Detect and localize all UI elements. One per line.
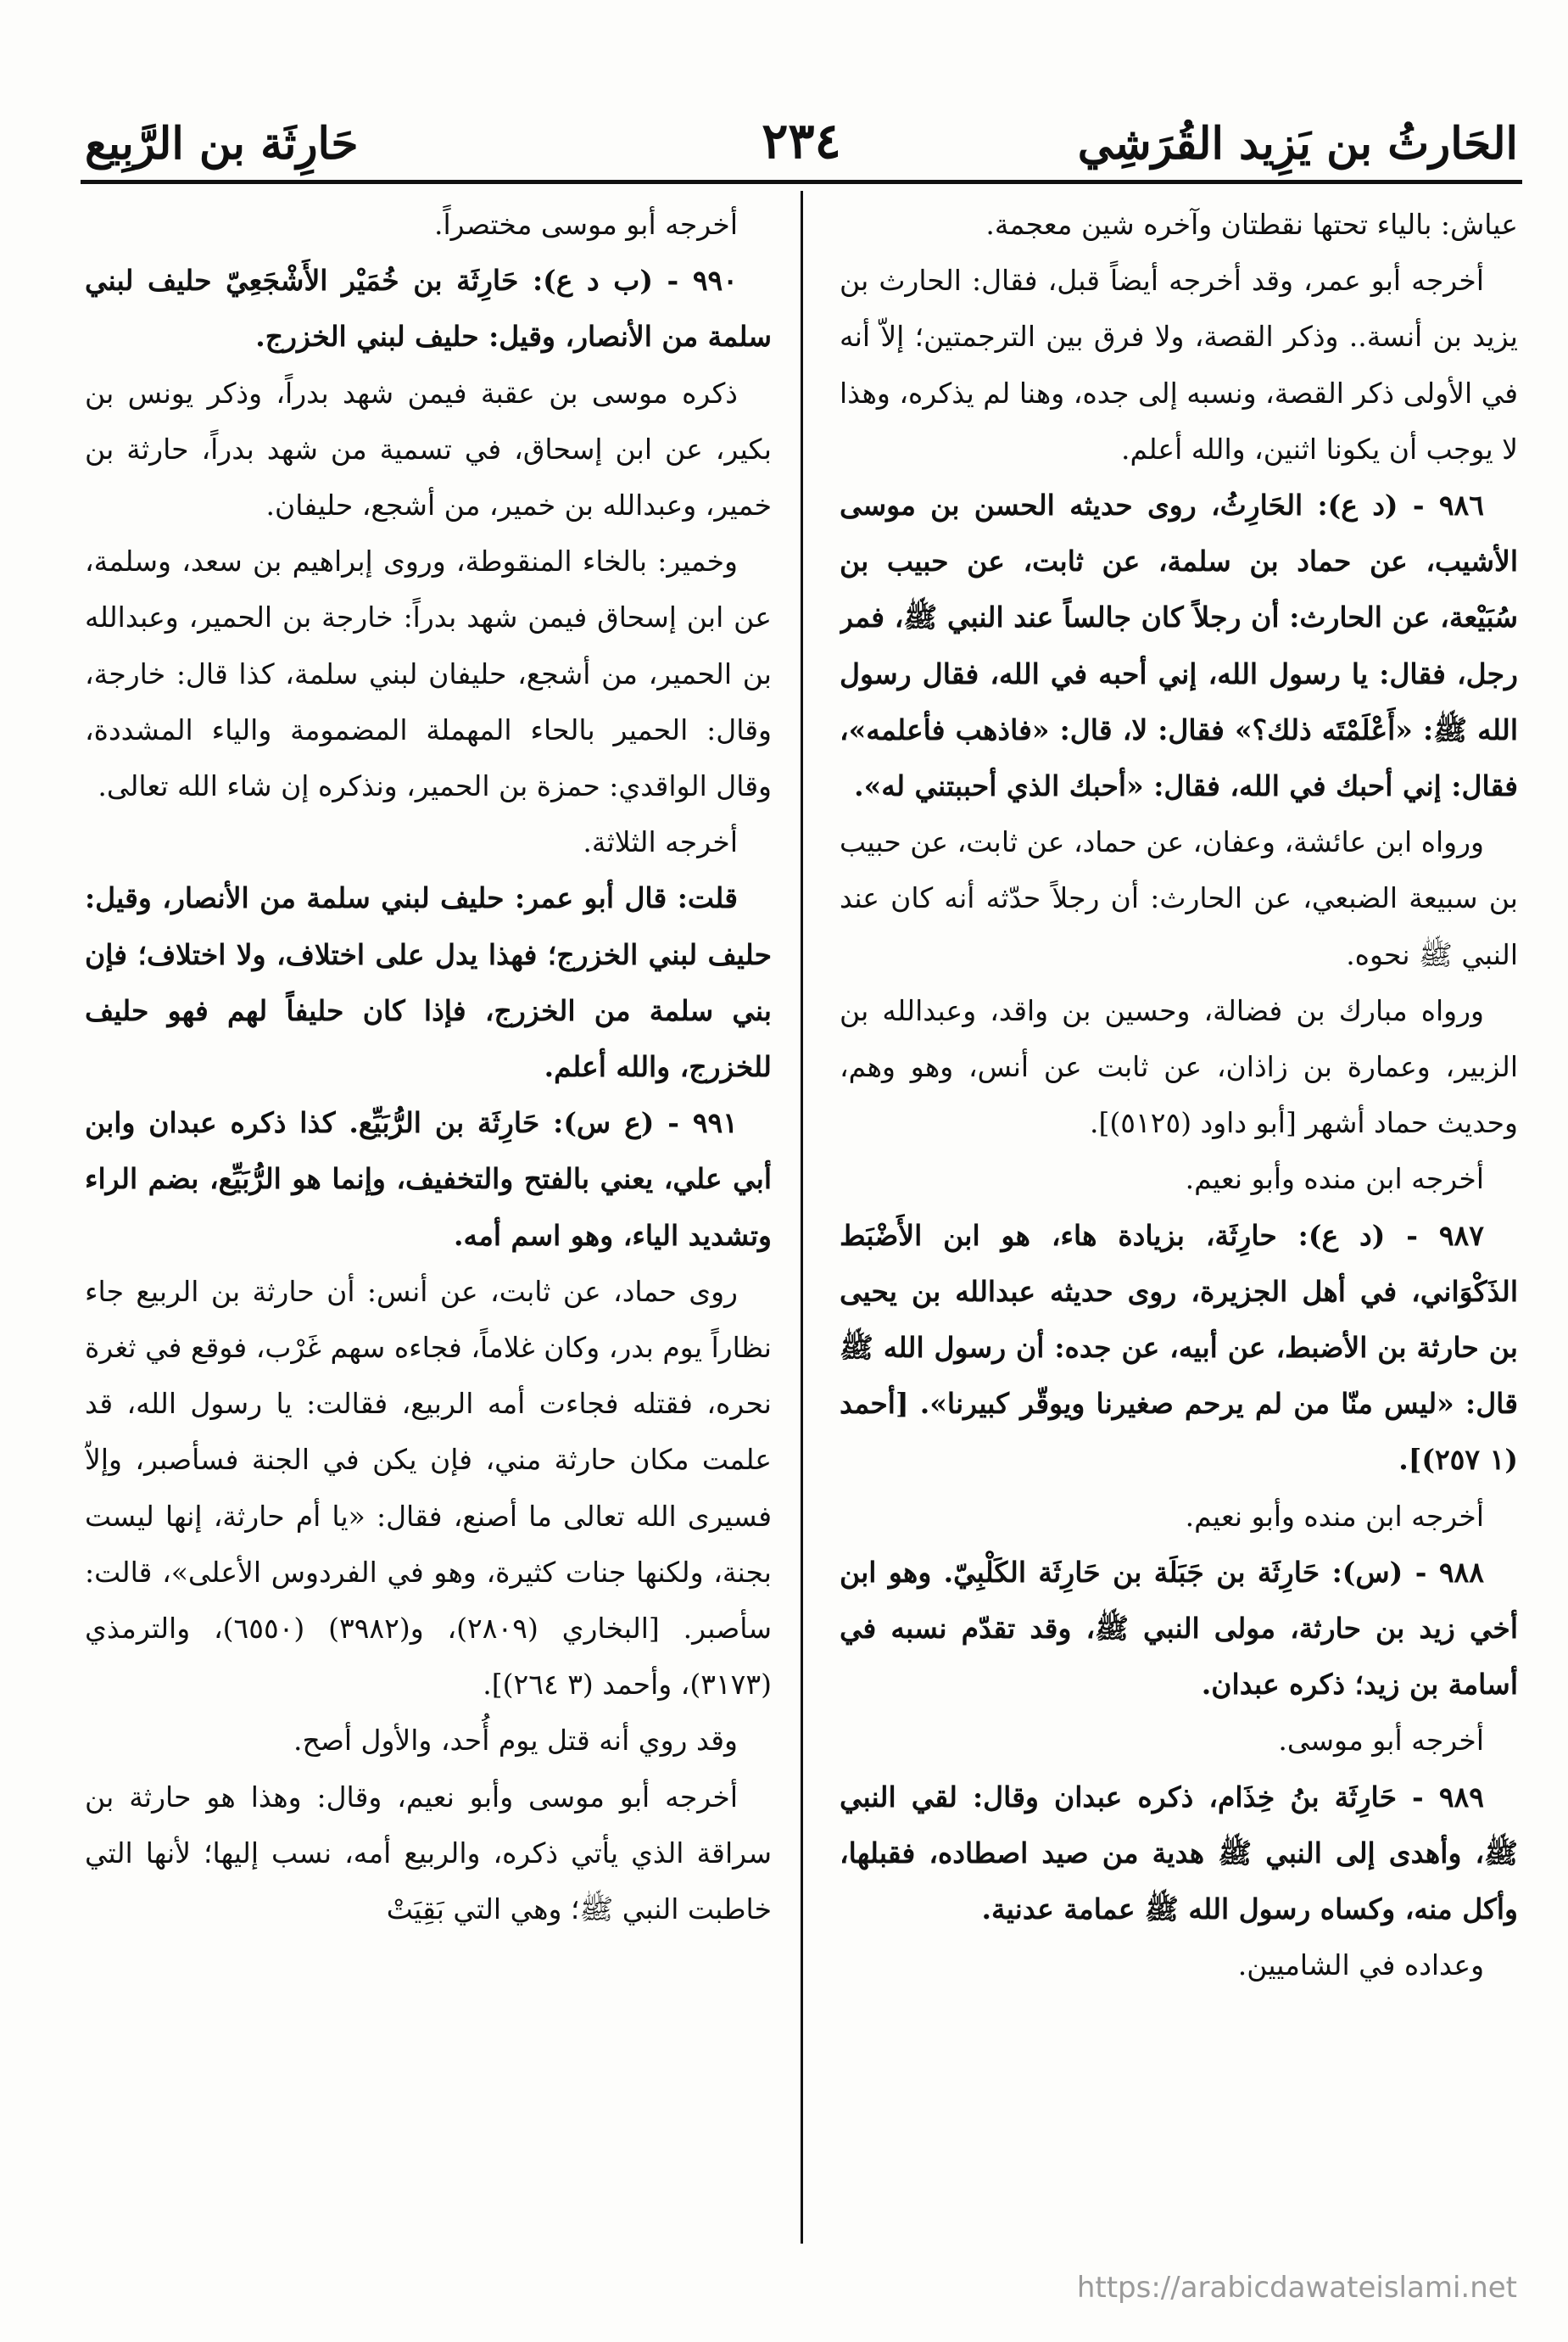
paragraph: وخمير: بالخاء المنقوطة، وروى إبراهيم بن سعد، وسلمة، عن ابن إسحاق فيمن شهد بدراً: خارجة بن الحمير، وعبدالله بن الحمير، من أشجع، حليفان لبني سلمة، كذا قال: خارجة، وقال: الحمير بالحاء المهملة المضمومة والياء المشددة، وقال الواقدي: حمزة بن الحمير، ونذكره إن شاء الله تعالى. bbox=[85, 545, 772, 803]
paragraph: أخرجه أبو موسى وأبو نعيم، وقال: وهذا هو حارثة بن سراقة الذي يأتي ذكره، والربيع أمه، نسب إليها؛ لأنها التي خاطبت النبي ﷺ؛ وهي التي بَقِيَتْ bbox=[85, 1780, 772, 1926]
paragraph: ذكره موسى بن عقبة فيمن شهد بدراً، وذكر يونس بن بكير، عن ابن إسحاق، في تسمية من شهد بدراً، حارثة بن خمير، وعبدالله بن خمير، من أشجع، حليفان. bbox=[85, 376, 772, 523]
header-rule bbox=[81, 180, 1522, 184]
paragraph: أخرجه أبو موسى مختصراً. bbox=[433, 208, 738, 241]
paragraph: أخرجه أبو عمر، وقد أخرجه أيضاً قبل، فقال: الحارث بن يزيد بن أنسة.. وذكر القصة، ولا فرق بين الترجمتين؛ إلاّ أنه في الأولى ذكر القصة، ونسبه إلى جده، وهنا لم يذكره، وهذا لا يوجب أن يكونا اثنين، والله أعلم. bbox=[840, 264, 1518, 466]
paragraph: روى حماد، عن ثابت، عن أنس: أن حارثة بن الربيع جاء نظاراً يوم بدر، وكان غلاماً، فجاءه سهم غَرْب، فوقع في ثغرة نحره، فقتله فجاءت أمه الربيع، فقالت: يا رسول الله، قد علمت مكان حارثة مني، فإن يكن في الجنة فسأصبر، وإلاّ فسيرى الله تعالى ما أصنع، فقال: «يا أم حارثة، إنها ليست بجنة، ولكنها جنات كثيرة، وهو في الفردوس الأعلى»، قالت: سأصبر. [البخاري (٢٨٠٩)، و(٣٩٨٢) (٦٥٥٠)، والترمذي (٣١٧٣)، وأحمد (٣ ٢٦٤)]. bbox=[85, 1274, 772, 1702]
paragraph: وعداده في الشاميين. bbox=[1237, 1948, 1484, 1982]
left-column bbox=[85, 197, 772, 2233]
paragraph: وقد روي أنه قتل يوم أُحد، والأول أصح. bbox=[293, 1724, 738, 1758]
entry-989: ٩٨٩ - حَارِثَة بنُ خِذَام، ذكره عبدان وقال: لقي النبي ﷺ، وأهدى إلى النبي ﷺ هدية من صيد اصطاده، فقبلها، وأكل منه، وكساه رسول الله ﷺ عمامة عدنية. bbox=[840, 1780, 1518, 1926]
running-title-right: الحَارثُ بن يَزِيد القُرَشِي bbox=[1077, 118, 1518, 170]
watermark-url: https://arabicdawateislami.net bbox=[1076, 2271, 1517, 2305]
paragraph: أخرجه أبو موسى. bbox=[1278, 1724, 1484, 1758]
column-divider bbox=[801, 191, 803, 2244]
entry-986: ٩٨٦ - (د ع): الحَارِثُ، روى حديثه الحسن بن موسى الأشيب، عن حماد بن سلمة، عن ثابت، عن حبيب بن سُبَيْعة، عن الحارث: أن رجلاً كان جالساً عند النبي ﷺ، فمر رجل، فقال: يا رسول الله، إني أحبه في الله، فقال رسول الله ﷺ: «أَعْلَمْتَه ذلك؟» فقال: لا، قال: «فاذهب فأعلمه»، فقال: إني أحبك في الله، فقال: «أحبك الذي أحببتني له». bbox=[840, 489, 1518, 803]
paragraph: أخرجه ابن منده وأبو نعيم. bbox=[1185, 1162, 1484, 1196]
paragraph: أخرجه ابن منده وأبو نعيم. bbox=[1185, 1499, 1484, 1533]
page-number: ٢٣٤ bbox=[762, 112, 841, 170]
entry-991: ٩٩١ - (ع س): حَارِثَة بن الرُّبَيِّع. كذا ذكره عبدان وابن أبي علي، يعني بالفتح والتخفيف، وإنما هو الرُّبَيِّع، بضم الراء وتشديد الياء، وهو اسم أمه. bbox=[85, 1106, 772, 1252]
entry-988: ٩٨٨ - (س): حَارِثَة بن جَبَلَة بن حَارِثَة الكَلْبِيّ. وهو ابن أخي زيد بن حارثة، مولى النبي ﷺ، وقد تقدّم نسبه في أسامة بن زيد؛ ذكره عبدان. bbox=[840, 1555, 1518, 1702]
entry-990: ٩٩٠ - (ب د ع): حَارِثَة بن خُمَيْر الأَشْجَعِيّ حليف لبني سلمة من الأنصار، وقيل: حليف لبني الخزرج. bbox=[85, 264, 772, 354]
paragraph: ورواه ابن عائشة، وعفان، عن حماد، عن ثابت، عن حبيب بن سبيعة الضبعي، عن الحارث: أن رجلاً حدّثه أنه كان عند النبي ﷺ نحوه. bbox=[840, 825, 1518, 971]
paragraph: أخرجه الثلاثة. bbox=[583, 825, 738, 859]
paragraph: ورواه مبارك بن فضالة، وحسين بن واقد، وعبدالله بن الزبير، وعمارة بن زاذان، عن ثابت عن أنس، وهو وهم، وحديث حماد أشهر [أبو داود (٥١٢٥)]. bbox=[840, 993, 1518, 1140]
paragraph: عياش: بالياء تحتها نقطتان وآخره شين معجمة. bbox=[985, 208, 1518, 241]
entry-987: ٩٨٧ - (د ع): حارِثَة، بزيادة هاء، هو ابن الأَضْبَط الذَكْوَاني، في أهل الجزيرة، روى حديثه عبدالله بن يحيى بن حارثة بن الأضبط، عن أبيه، عن جده: أن رسول الله ﷺ قال: «ليس منّا من لم يرحم صغيرنا ويوقّر كبيرنا». [أحمد (١ ٢٥٧)]. bbox=[840, 1218, 1518, 1477]
right-column bbox=[840, 197, 1518, 2233]
page-header bbox=[85, 93, 1518, 170]
running-title-left: حَارِثَة بن الرَّبِيع bbox=[85, 118, 359, 170]
paragraph: قلت: قال أبو عمر: حليف لبني سلمة من الأنصار، وقيل: حليف لبني الخزرج؛ فهذا يدل على اختلاف، ولا اختلاف؛ فإن بني سلمة من الخزرج، فإذا كان حليفاً لهم فهو حليف للخزرج، والله أعلم. bbox=[85, 881, 772, 1084]
